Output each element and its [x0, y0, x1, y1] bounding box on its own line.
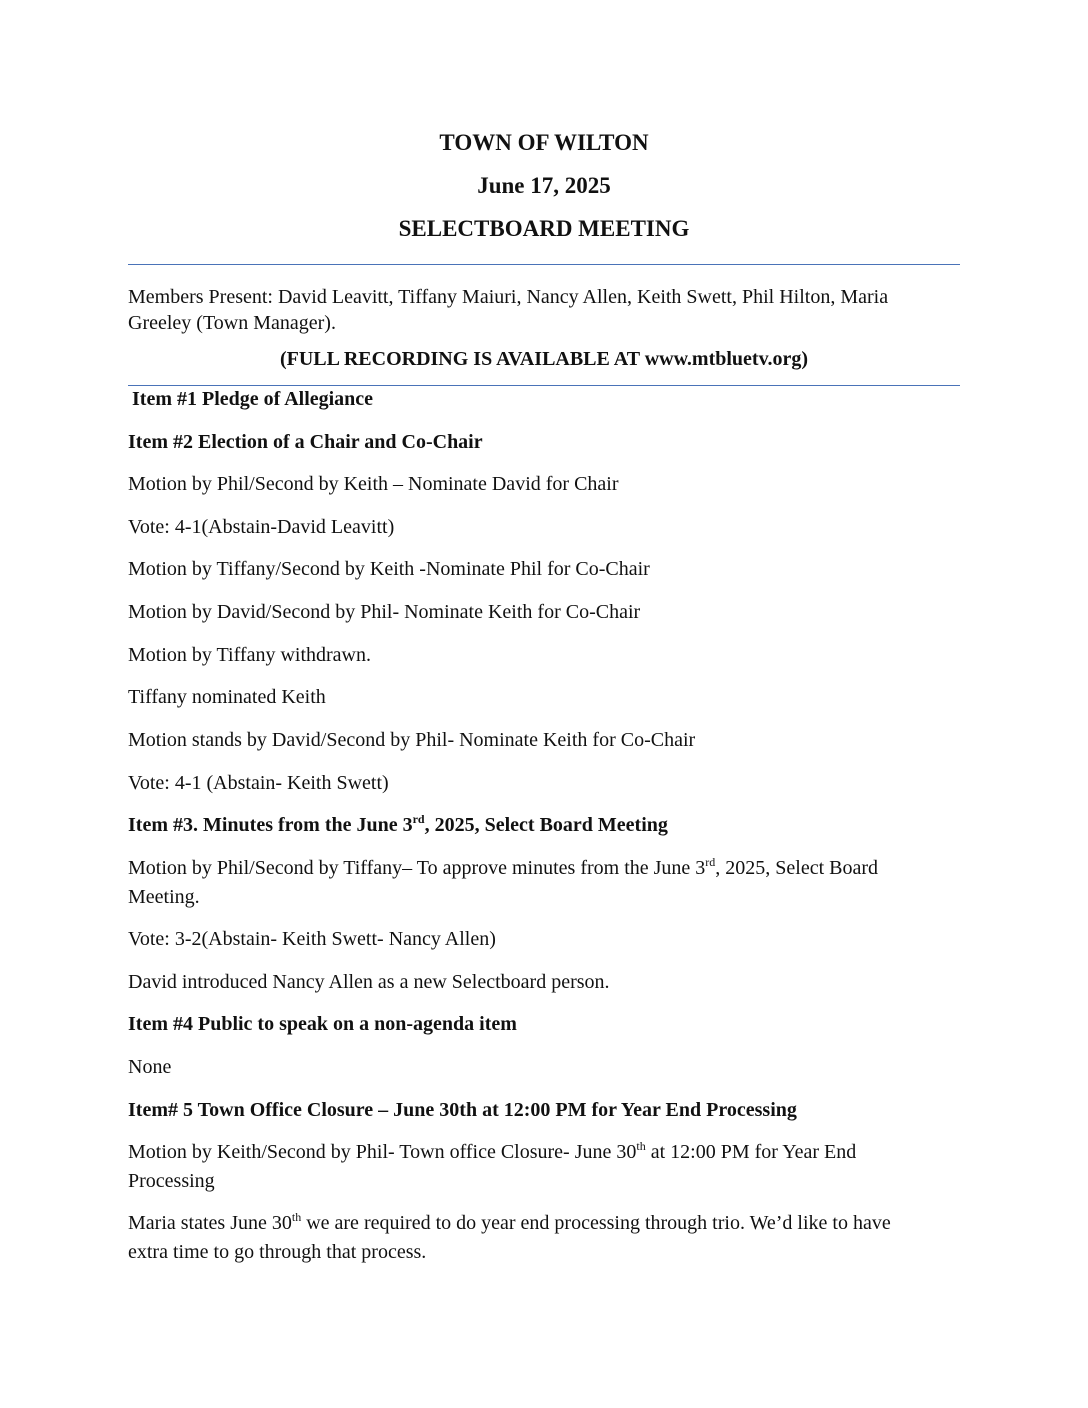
item-4-none: None: [128, 1056, 172, 1078]
recording-note: (FULL RECORDING IS AVAILABLE AT www.mtbluetv.org): [279, 348, 809, 370]
item-2-motion-keith: Motion by David/Second by Phil- Nominate Keith for Co-Chair: [128, 601, 641, 623]
item-3-vote: Vote: 3-2(Abstain- Keith Swett- Nancy Allen): [128, 928, 496, 950]
item-3-motion-text-end: , 2025, Select Board: [715, 857, 879, 879]
item-5-statement: [128, 1210, 960, 1236]
item-3-heading-text: Item #3. Minutes from the June 3: [128, 814, 413, 836]
item-5-statement-line-2: extra time to go through that process.: [128, 1241, 427, 1263]
item-3-heading-text-end: , 2025, Select Board Meeting: [424, 814, 668, 836]
item-2-withdrawn: Motion by Tiffany withdrawn.: [128, 644, 371, 666]
item-2-vote-chair: Vote: 4-1(Abstain-David Leavitt): [128, 516, 395, 538]
members-present-line-2: Greeley (Town Manager).: [128, 312, 336, 334]
item-1-heading: Item #1 Pledge of Allegiance: [132, 388, 374, 410]
item-4-heading: Item #4 Public to speak on a non-agenda item: [128, 1013, 517, 1035]
item-2-motion-phil: Motion by Tiffany/Second by Keith -Nominate Phil for Co-Chair: [128, 558, 650, 580]
header-divider: [128, 264, 960, 265]
item-5-motion-ordinal: th: [636, 1139, 646, 1153]
item-2-motion-stands: Motion stands by David/Second by Phil- Nominate Keith for Co-Chair: [128, 729, 696, 751]
item-5-heading: Item# 5 Town Office Closure – June 30th at 12:00 PM for Year End Processing: [128, 1099, 797, 1121]
item-3-motion-ordinal: rd: [705, 855, 716, 869]
town-title: TOWN OF WILTON: [439, 130, 649, 155]
item-5-statement-text-end: we are required to do year end processing through trio. We’d like to have: [301, 1212, 891, 1234]
item-5-motion: [128, 1139, 960, 1165]
item-2-heading: Item #2 Election of a Chair and Co-Chair: [128, 431, 483, 453]
item-3-introduction: David introduced Nancy Allen as a new Selectboard person.: [128, 971, 610, 993]
members-present-line-1: Members Present: David Leavitt, Tiffany Maiuri, Nancy Allen, Keith Swett, Phil Hilton, Maria: [128, 286, 889, 308]
item-2-motion-chair: Motion by Phil/Second by Keith – Nominate David for Chair: [128, 473, 619, 495]
item-3-heading-ordinal: rd: [412, 812, 425, 826]
item-2-tiffany-nomination: Tiffany nominated Keith: [128, 686, 326, 708]
item-5-motion-text: Motion by Keith/Second by Phil- Town office Closure- June 30: [128, 1141, 637, 1163]
item-3-motion-line-2: Meeting.: [128, 886, 200, 908]
item-5-statement-text: Maria states June 30: [128, 1212, 292, 1234]
item-2-vote-co-chair: Vote: 4-1 (Abstain- Keith Swett): [128, 772, 389, 794]
item-5-statement-ordinal: th: [291, 1210, 302, 1224]
item-3-motion: [128, 855, 960, 881]
item-5-motion-text-end: at 12:00 PM for Year End: [645, 1141, 857, 1163]
item-3-heading: [128, 812, 960, 838]
item-3-motion-text: Motion by Phil/Second by Tiffany– To approve minutes from the June 3: [128, 857, 706, 879]
item-5-motion-line-2: Processing: [128, 1170, 215, 1192]
meeting-title: SELECTBOARD MEETING: [398, 216, 690, 241]
meeting-date: June 17, 2025: [477, 173, 611, 198]
